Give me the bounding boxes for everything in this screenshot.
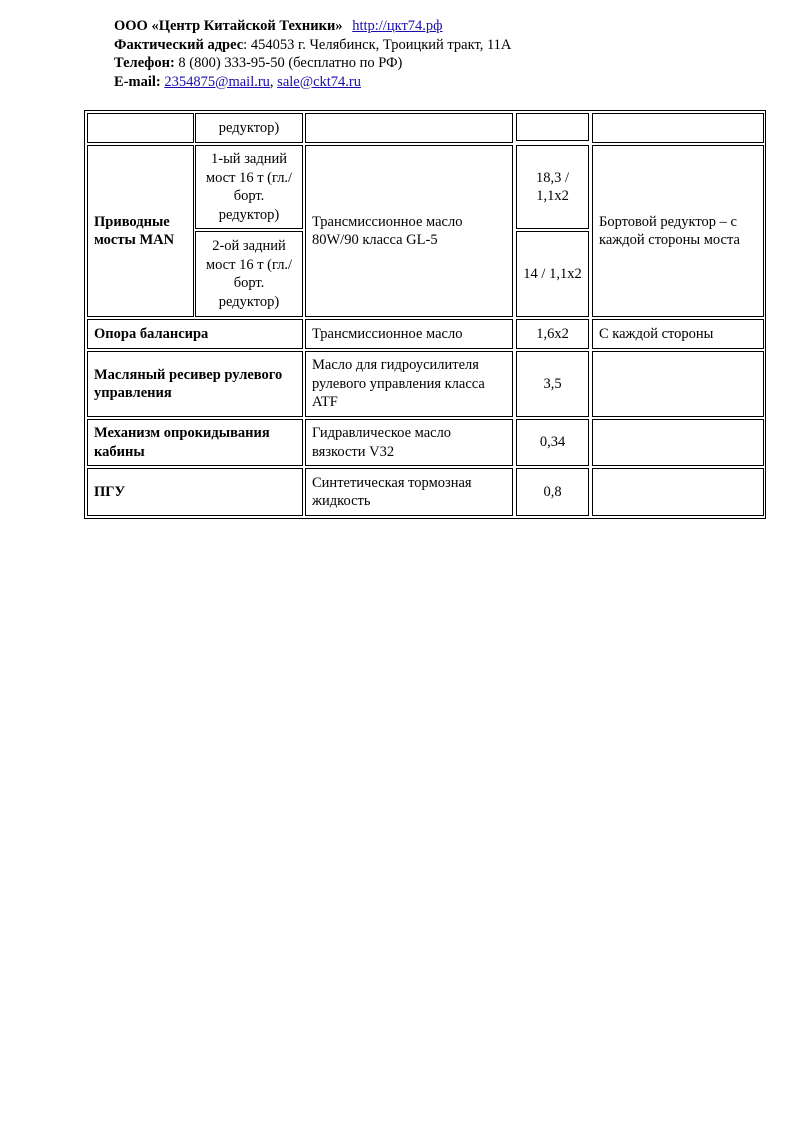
email-separator: , (269, 73, 274, 90)
table-cell-unit: Приводные мосты MAN (87, 145, 194, 317)
table-cell-oil: Гидравлическое масло вязкости V32 (305, 419, 513, 466)
table-cell-empty (305, 113, 513, 143)
address-colon: : (243, 36, 248, 53)
company-name: ООО «Центр Китайской Техники» (114, 18, 343, 34)
address-value: 454053 г. Челябинск, Троицкий тракт, 11А (250, 36, 512, 53)
table-cell-qty: 0,34 (516, 419, 589, 466)
table-cell-oil: Трансмиссионное масло (305, 319, 513, 349)
table-cell-qty: 1,6х2 (516, 319, 589, 349)
table-cell-note (592, 468, 764, 516)
phone-line (114, 54, 511, 73)
lubricants-table (84, 110, 766, 519)
table-cell-empty (592, 113, 764, 143)
table-cell-unit: Масляный ресивер рулевого управления (87, 351, 303, 417)
table-cell-note: С каждой стороны (592, 319, 764, 349)
email-line (114, 73, 511, 92)
address-line (114, 36, 511, 55)
table-cell-note (592, 351, 764, 417)
phone-value: 8 (800) 333-95-50 (бесплатно по РФ) (178, 55, 403, 71)
table-cell-empty (87, 113, 194, 143)
table-cell-sub: 2-ой задний мост 16 т (гл./борт. редуктор) (195, 231, 303, 317)
email-link-1[interactable]: 2354875@mail.ru (164, 73, 270, 90)
email-link-2[interactable]: sale@ckt74.ru (277, 73, 361, 90)
table-cell-note (592, 419, 764, 466)
table-cell-empty (516, 113, 589, 141)
table-cell-sub: редуктор) (195, 113, 303, 143)
table-cell-sub: 1-ый задний мост 16 т (гл./борт. редуктор) (195, 145, 303, 229)
email-label: E-mail: (114, 73, 161, 90)
table-cell-oil: Масло для гидроусилителя рулевого управления класса ATF (305, 351, 513, 417)
table-cell-unit: ПГУ (87, 468, 303, 516)
table-cell-qty: 3,5 (516, 351, 589, 417)
company-line (114, 17, 511, 36)
table-cell-qty: 0,8 (516, 468, 589, 516)
table-cell-qty: 18,3 / 1,1х2 (516, 145, 589, 229)
table-cell-unit: Механизм опрокидывания кабины (87, 419, 303, 466)
address-label: Фактический адрес (114, 36, 244, 53)
letterhead (114, 17, 511, 91)
table-cell-oil: Трансмиссионное масло 80W/90 класса GL-5 (305, 145, 513, 317)
table-cell-oil: Синтетическая тормозная жидкость (305, 468, 513, 516)
phone-label: Телефон: (114, 55, 175, 71)
table-cell-note: Бортовой редуктор – с каждой стороны моста (592, 145, 764, 317)
site-link[interactable]: http://цкт74.рф (352, 18, 443, 34)
table-cell-unit: Опора балансира (87, 319, 303, 349)
table-cell-qty: 14 / 1,1х2 (516, 231, 589, 317)
